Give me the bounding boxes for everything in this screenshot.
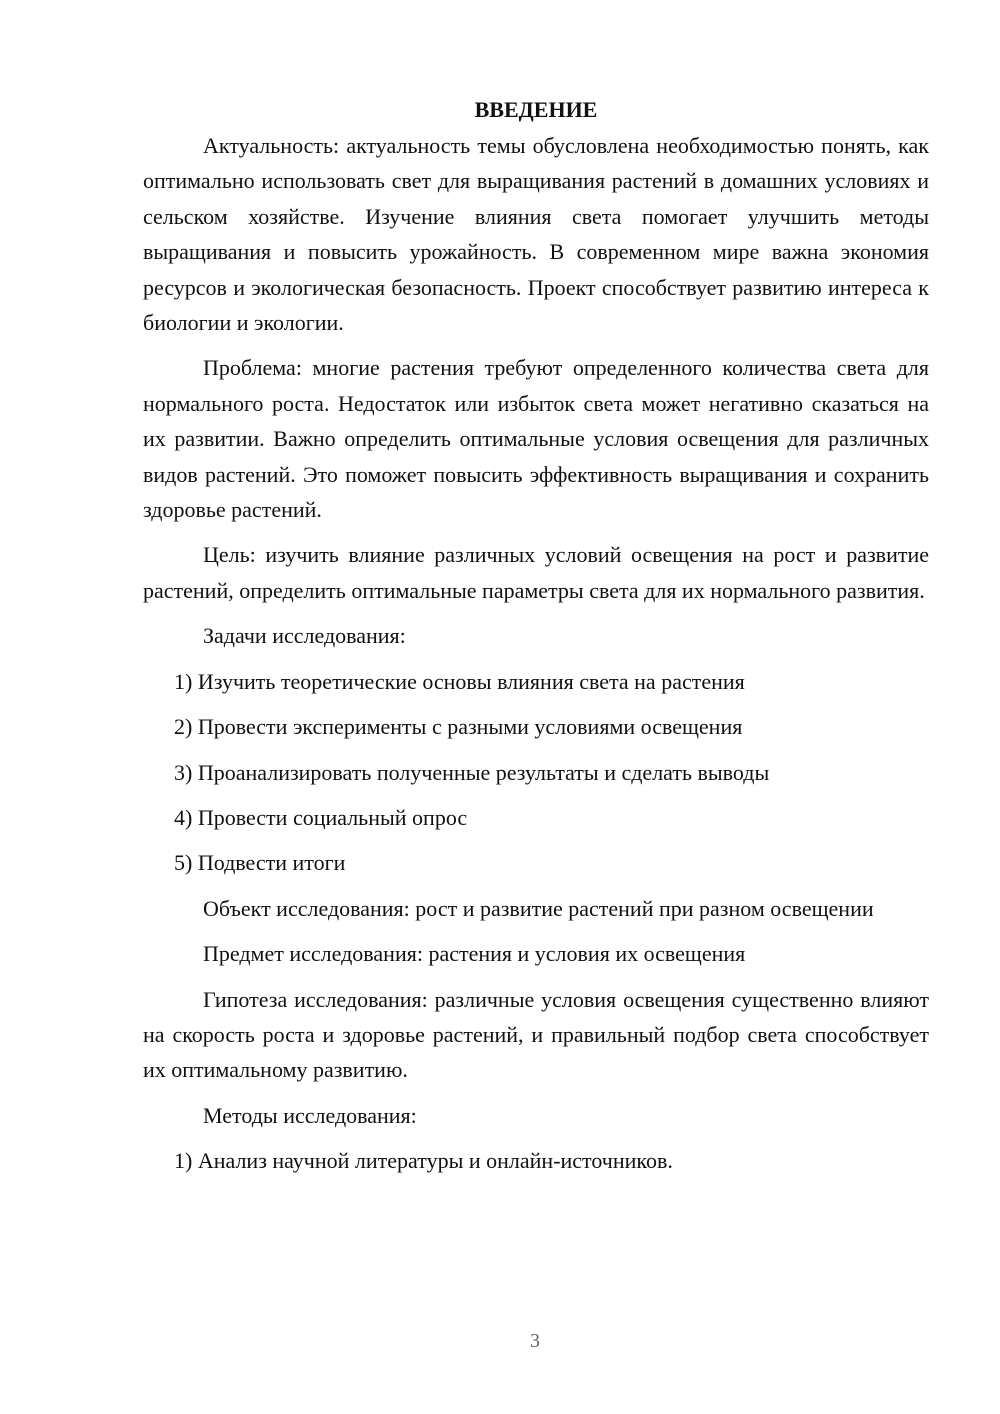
page-content	[143, 92, 929, 1179]
list-item: 1) Анализ научной литературы и онлайн-источников.	[174, 1148, 673, 1174]
page-title: ВВЕДЕНИЕ	[474, 97, 598, 122]
subject-paragraph: Предмет исследования: растения и условия их освещения	[203, 941, 746, 967]
problem-paragraph: Проблема: многие растения требуют определенного количества света для нормального роста. Недостаток или избыток света может негативно сказаться на их развитии. Важно определить оптимальные условия освещения для различных видов растений. Это поможет повысить эффективность выращивания и сохранить здоровье растений.	[143, 355, 929, 523]
page-number: 3	[530, 1330, 540, 1352]
goal-paragraph: Цель: изучить влияние различных условий освещения на рост и развитие растений, определить оптимальные параметры света для их нормального развития.	[143, 542, 929, 603]
list-item: 5) Подвести итоги	[174, 850, 346, 876]
hypothesis-paragraph: Гипотеза исследования: различные условия освещения существенно влияют на скорость роста и здоровье растений, и правильный подбор света способствует их оптимальному развитию.	[143, 986, 929, 1083]
list-item: 1) Изучить теоретические основы влияния света на растения	[174, 668, 745, 694]
relevance-paragraph: Актуальность: актуальность темы обусловлена необходимостью понять, как оптимально использовать свет для выращивания растений в домашних условиях и сельском хозяйстве. Изучение влияния света помогает улучшить методы выращивания и повысить урожайность. В современном мире важна экономия ресурсов и экологическая безопасность. Проект способствует развитию интереса к биологии и экологии.	[143, 133, 929, 336]
tasks-label: Задачи исследования:	[203, 623, 406, 649]
list-item: 3) Проанализировать полученные результаты и сделать выводы	[174, 759, 770, 785]
list-item: 4) Провести социальный опрос	[174, 804, 468, 830]
tasks-list	[143, 664, 929, 881]
list-item: 2) Провести эксперименты с разными условиями освещения	[174, 714, 743, 740]
methods-label: Методы исследования:	[203, 1102, 417, 1128]
object-paragraph: Объект исследования: рост и развитие растений при разном освещении	[203, 895, 874, 921]
methods-list	[143, 1143, 929, 1178]
